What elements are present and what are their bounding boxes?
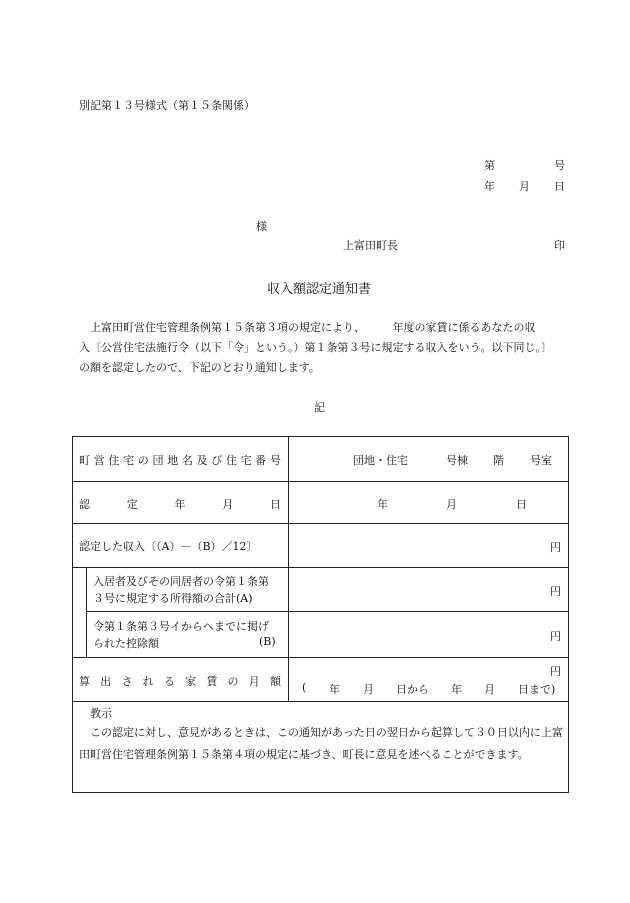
row6-label-char: 出 [100,675,112,688]
row1-label-char: 宅 [123,454,135,467]
row6-period-month2: 月 [484,683,495,696]
row2-value-year: 年 [377,498,388,511]
row6-period-year2: 年 [451,683,462,696]
row6-label [79,673,281,689]
row1-value-goto: 号棟 [446,454,468,467]
row1-label-char: 住 [108,454,120,467]
row1-label-char: 及 [196,454,208,467]
row5-label-b: (B) [259,635,276,648]
notes-text: この認定に対し、意見があるときは、この通知があった日の翌日から起算して３０日以内に上富田町営住宅管理条例第１５条第４項の規定に基づき、町長に意見を述べることができます。 [79,726,563,761]
row6-label-char: 額 [269,675,281,688]
row2-label-char: 日 [270,498,281,511]
row1-label-char: 号 [269,454,281,467]
row2-value-day: 日 [516,498,527,511]
row4-label-line1: 入居者及びその同居者の令第１条第 [93,575,269,588]
certification-table [72,436,569,793]
row3-label: 認定した収入〔（A）－（B）／12〕 [79,540,258,553]
row1-label-char: び [211,454,223,467]
row4-label-line2: ３号に規定する所得額の合計(A) [93,592,253,605]
row2-label-char: 認 [79,498,90,511]
row1-value-kai: 階 [493,454,504,467]
body-line-2: 入〔公営住宅法施行令（以下「令」という。）第１条第３号に規定する収入をいう。以下同じ。〕 [79,341,552,354]
row1-label-char: 地 [167,454,179,467]
row2-value-month: 月 [446,498,457,511]
row2-label-char: 月 [222,498,234,511]
date-day: 日 [554,180,565,193]
notes-title: 教示 [90,707,112,720]
row1-label-char: 町 [79,454,90,467]
row5-label-line1: 令第１条第３号イからへまでに掲げ [93,620,269,633]
form-reference: 別記第１３号様式（第１５条関係） [79,99,255,112]
number-go: 号 [554,159,565,172]
document-title: 収入額認定通知書 [267,282,372,297]
ki-label: 記 [314,401,325,414]
row6-yen: 円 [550,665,561,678]
row1-value-danchi: 団地・住宅 [353,454,408,467]
row6-label-char: れ [142,675,154,688]
row1-label-char: 宅 [240,454,252,467]
row6-label-char: さ [121,675,133,688]
row6-label-char: 月 [248,675,260,688]
date-year: 年 [484,180,495,193]
row1-label-char: 住 [225,454,237,467]
row1-label-char: 名 [181,454,193,467]
row6-label-char: る [163,675,175,688]
row6-period-from: 日から [396,683,429,696]
row6-label-char: 算 [79,675,90,688]
row5-yen: 円 [550,630,561,643]
body-line-3: の額を認定したので、下記のとおり通知します。 [79,361,320,374]
row3-yen: 円 [550,541,561,554]
row1-value-goshitsu: 号室 [530,454,552,467]
row1-label-char: 営 [93,454,105,467]
body-line-1: 上富田町営住宅管理条例第１５条第３項の規定により、 年度の家賃に係るあなたの収 [90,321,536,334]
row2-label [79,496,281,512]
row1-label [79,452,281,468]
row4-yen: 円 [550,585,561,598]
issuer-name: 上富田町長 [343,239,398,252]
row1-label-char: 番 [255,454,267,467]
seal-mark: 印 [554,239,565,252]
row2-label-char: 年 [174,498,186,511]
row1-label-char: 団 [152,454,164,467]
row6-label-char: 家 [185,675,197,688]
row1-label-char: の [137,454,149,467]
row5-label-line2: られた控除額 [93,637,159,650]
row6-period-to: 日まで) [518,683,556,696]
row6-period-month1: 月 [363,683,374,696]
row6-period-open: ( [302,681,307,694]
row6-label-char: の [227,675,239,688]
row6-label-char: 賃 [206,675,218,688]
addressee-sama: 様 [256,220,267,233]
number-dai: 第 [484,159,495,172]
row6-period-year1: 年 [329,683,340,696]
row2-label-char: 定 [126,498,138,511]
date-month: 月 [519,180,530,193]
